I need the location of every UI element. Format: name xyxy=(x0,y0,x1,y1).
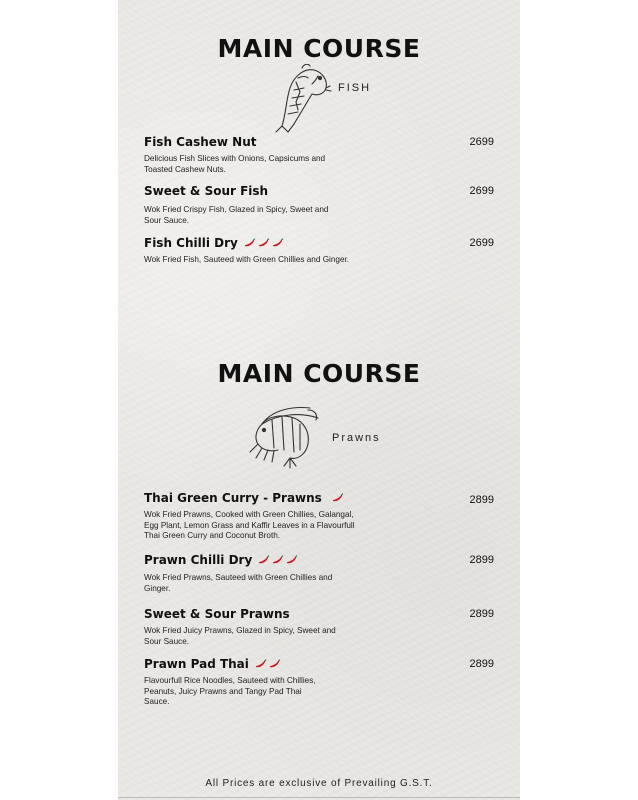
menu-item-fish-chilli-dry xyxy=(144,235,494,266)
spice-level-indicator xyxy=(244,238,284,248)
item-description: Wok Fried Fish, Sauteed with Green Chillies and Ginger. xyxy=(144,255,350,264)
item-name: Thai Green Curry - Prawns xyxy=(144,490,494,506)
chilli-icon xyxy=(258,555,270,565)
footer-note: All Prices are exclusive of Prevailing G.S.T. xyxy=(205,778,433,789)
item-price: 2899 xyxy=(469,658,494,670)
item-name: Prawn Pad Thai xyxy=(144,656,494,672)
item-price: 2699 xyxy=(469,185,494,197)
item-name: Prawn Chilli Dry xyxy=(144,552,494,568)
item-name: Sweet & Sour Fish xyxy=(144,184,269,198)
spice-level-indicator xyxy=(332,493,344,503)
spice-level-indicator xyxy=(255,659,281,669)
menu-item-prawn-pad-thai xyxy=(144,656,494,708)
item-price: 2699 xyxy=(469,136,494,148)
chilli-icon xyxy=(272,238,284,248)
menu-page xyxy=(118,0,520,800)
footer-divider xyxy=(118,797,520,798)
menu-item-prawn-chilli-dry xyxy=(144,552,494,594)
menu-item-sweet-sour-fish xyxy=(144,183,494,226)
fish-section-subtitle: FISH xyxy=(338,82,372,94)
menu-item-sweet-sour-prawns xyxy=(144,606,494,647)
item-description: Wok Fried Prawns, Sauteed with Green Chillies and Ginger. xyxy=(144,573,333,593)
item-name: Sweet & Sour Prawns xyxy=(144,607,290,621)
item-price: 2899 xyxy=(469,608,494,620)
item-description: Wok Fried Crispy Fish, Glazed in Spicy, Sweet and Sour Sauce. xyxy=(144,205,329,225)
chilli-icon xyxy=(269,659,281,669)
spice-level-indicator xyxy=(258,555,298,565)
chilli-icon xyxy=(332,493,344,503)
prawn-sketch-icon xyxy=(248,404,324,470)
item-price: 2899 xyxy=(469,554,494,566)
item-description: Flavourfull Rice Noodles, Sauteed with Chillies, Peanuts, Juicy Prawns and Tangy Pad Thai Sauce. xyxy=(144,676,316,706)
item-price: 2899 xyxy=(469,494,494,506)
item-name: Fish Chilli Dry xyxy=(144,235,494,251)
menu-item-thai-green-curry-prawns xyxy=(144,490,494,542)
item-price: 2699 xyxy=(469,237,494,249)
fish-section-title: MAIN COURSE xyxy=(217,34,421,63)
fish-sketch-icon xyxy=(274,64,332,134)
menu-item-fish-cashew-nut xyxy=(144,134,494,175)
chilli-icon xyxy=(272,555,284,565)
prawn-section-title: MAIN COURSE xyxy=(217,359,421,388)
chilli-icon xyxy=(258,238,270,248)
chilli-icon xyxy=(244,238,256,248)
item-description: Delicious Fish Slices with Onions, Capsicums and Toasted Cashew Nuts. xyxy=(144,154,326,174)
prawn-section-subtitle: Prawns xyxy=(332,432,381,444)
chilli-icon xyxy=(286,555,298,565)
item-description: Wok Fried Prawns, Cooked with Green Chillies, Galangal, Egg Plant, Lemon Grass and Kaffir Leaves in a Flavourfull Thai Green Curry and Coconut Broth. xyxy=(144,510,355,540)
item-name: Fish Cashew Nut xyxy=(144,135,257,149)
chilli-icon xyxy=(255,659,267,669)
item-description: Wok Fried Juicy Prawns, Glazed in Spicy, Sweet and Sour Sauce. xyxy=(144,626,336,646)
